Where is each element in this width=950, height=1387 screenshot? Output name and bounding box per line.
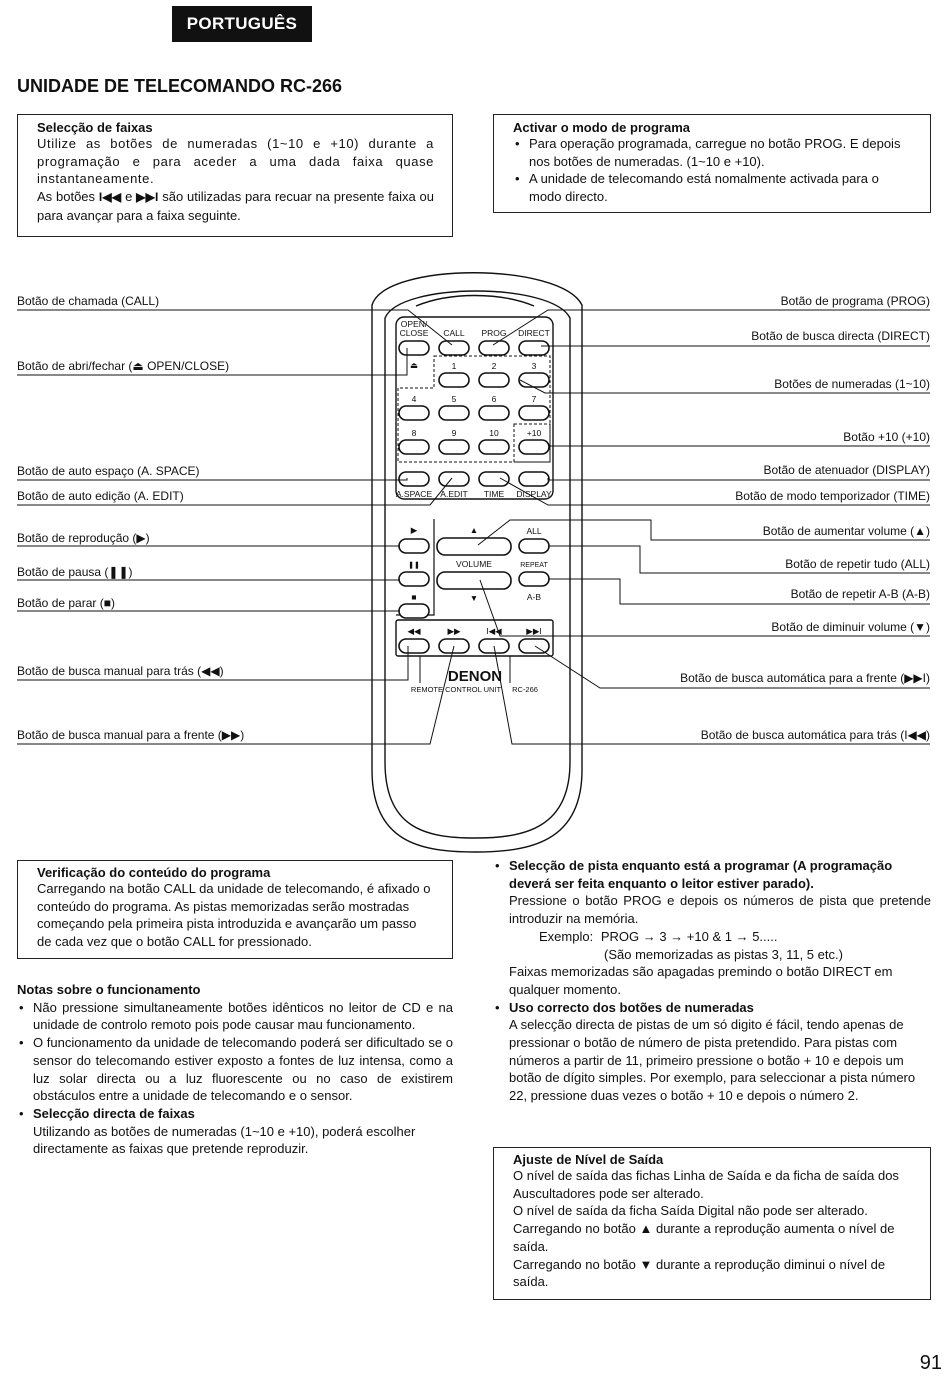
output-level-heading: Ajuste de Nível de Saída (513, 1152, 664, 1167)
program-mode-bullet: • Para operação programada, carregue no botão PROG. E depois nos botões de numeradas. (1~10 e +10). (513, 135, 912, 170)
open-label: OPEN/ (400, 319, 428, 329)
verify-program-heading: Verificação do conteúdo do programa (37, 865, 271, 880)
volume-label: VOLUME (456, 559, 492, 569)
callout-stop: Botão de parar (■) (17, 596, 115, 610)
callout-volume-down: Botão de diminuir volume (▼) (771, 620, 930, 634)
digit-3-button[interactable] (519, 373, 549, 387)
callout-direct: Botão de busca directa (DIRECT) (751, 329, 930, 343)
example-sequence: PROG → 3 → +10 & 1 → 5..... (600, 928, 778, 944)
prog-label: PROG (481, 328, 507, 338)
example-row (509, 928, 931, 946)
digit-5-label: 5 (451, 394, 457, 404)
program-mode-bullet: • A unidade de telecomando está nomalmente activada para o modo directo. (513, 170, 912, 205)
track-selection-text-2b: são utilizadas para recuar na presente faixa ou para avançar para a faixa seguinte. (37, 189, 434, 223)
callout-plus10: Botão +10 (+10) (843, 430, 930, 444)
time-label: TIME (483, 489, 505, 499)
callout-volume-up: Botão de aumentar volume (▲) (762, 524, 930, 538)
a-edit-label: A.EDIT (440, 489, 468, 499)
call-label: CALL (443, 328, 465, 338)
digit-2-button[interactable] (479, 373, 509, 387)
callout-play: Botão de reprodução (▶) (17, 531, 150, 545)
digit-4-label: 4 (411, 394, 417, 404)
digit-6-button[interactable] (479, 406, 509, 420)
notes-bullet: • O funcionamento da unidade de telecomando poderá ser dificultado se o sensor do telecomando estiver exposto a fontes de luz intensa, como a luz solar directa ou a luz fluorescente ou no caso de existirem obstáculos entre a unidade de telecomando e o sensor. (17, 1034, 453, 1105)
notes-heading: Notas sobre o funcionamento (17, 982, 201, 997)
play-button[interactable] (399, 539, 429, 553)
brand-logo: DENON (447, 668, 503, 685)
callout-time: Botão de modo temporizador (TIME) (735, 489, 930, 503)
digit-7-button[interactable] (519, 406, 549, 420)
digit-9-button[interactable] (439, 440, 469, 454)
prog-button[interactable] (479, 341, 509, 355)
callout-ab: Botão de repetir A-B (A-B) (790, 587, 930, 601)
repeat-ab-button[interactable] (519, 572, 549, 586)
model-label: RC-266 (512, 685, 538, 694)
callout-prog: Botão de programa (PROG) (780, 294, 930, 308)
digit-usage-text: A selecção directa de pistas de um só digito é fácil, tendo apenas de pressionar o botão de número de pista pretendido. Para pistas com números a partir de 11, primeiro pressione o botão + 10 e depois um botão de dígito simples. Por exemplo, para seleccionar a pista número 22, pressione duas vezes o botão + 10 e depois o número 2. (509, 1017, 916, 1104)
digit-3-label: 3 (531, 361, 537, 371)
a-space-button[interactable] (399, 472, 429, 486)
a-space-label: A.SPACE (395, 489, 433, 499)
callout-pause: Botão de pausa (❚❚) (17, 565, 133, 579)
callout-call: Botão de chamada (CALL) (17, 294, 160, 308)
rewind-button[interactable] (399, 639, 429, 653)
eject-icon: ⏏ (409, 360, 419, 370)
skip-forward-button[interactable] (519, 639, 549, 653)
digit-2-label: 2 (491, 361, 497, 371)
language-tab: PORTUGUÊS (172, 6, 312, 42)
verify-program-text: Carregando na botão CALL da unidade de telecomando, é afixado o conteúdo do programa. As pistas memorizadas serão mostradas começando pela primeira pista introduzida e avançarão um passo de cada vez que o botão CALL for pressionado. (37, 881, 431, 950)
digit-usage-heading: • Uso correcto dos botões de numeradas (509, 999, 754, 1015)
stop-icon: ■ (411, 592, 417, 602)
program-selection-item (493, 857, 931, 999)
close-label: CLOSE (399, 328, 429, 338)
plus10-button[interactable] (519, 440, 549, 454)
repeat-label: REPEAT (520, 562, 548, 569)
pause-button[interactable] (399, 572, 429, 586)
page-title: UNIDADE DE TELECOMANDO RC-266 (17, 76, 343, 96)
play-icon: ▶ (410, 525, 418, 535)
digit-5-button[interactable] (439, 406, 469, 420)
digit-6-label: 6 (491, 394, 497, 404)
callout-skip-back: Botão de busca automática para trás (I◀◀) (700, 728, 930, 742)
output-level-text: O nível de saída da ficha Saída Digital não pode ser alterado. (513, 1203, 868, 1219)
digit-4-button[interactable] (399, 406, 429, 420)
skip-back-icon: I◀◀ (98, 190, 122, 205)
track-selection-heading: Selecção de faixas (37, 120, 153, 135)
page-number: 91 (919, 1352, 942, 1374)
example-label: Exemplo: (539, 928, 594, 944)
output-level-text: Carregando no botão ▼ durante a reprodução diminui o nível de saída. (513, 1256, 886, 1290)
all-button[interactable] (519, 539, 549, 553)
direct-button[interactable] (519, 341, 549, 355)
digit-1-label: 1 (451, 361, 457, 371)
ab-label: A-B (526, 592, 542, 602)
output-level-text: O nível de saída das fichas Linha de Saída e da ficha de saída dos Auscultadores pode ser alterado. (513, 1168, 899, 1201)
program-selection-heading: • Selecção de pista enquanto está a programar (A programação deverá ser feita enquanto o leitor estiver parado). (509, 858, 893, 891)
stop-button[interactable] (399, 604, 429, 618)
display-button[interactable] (519, 472, 549, 486)
direct-selection-heading: • Selecção directa de faixas (33, 1105, 195, 1121)
digit-7-label: 7 (531, 394, 537, 404)
callout-skip-forward: Botão de busca automática para a frente (▶▶I) (680, 671, 930, 685)
notes-section (17, 981, 453, 1158)
callout-all: Botão de repetir tudo (ALL) (785, 557, 930, 571)
all-label: ALL (526, 526, 542, 536)
volume-up-icon: ▲ (469, 525, 479, 535)
volume-down-icon: ▼ (469, 593, 479, 603)
digit-8-label: 8 (411, 428, 417, 438)
remote-window (416, 296, 534, 307)
digit-9-label: 9 (451, 428, 457, 438)
open-close-button[interactable] (399, 341, 429, 355)
fast-forward-icon: ▶▶ (447, 626, 461, 636)
pause-icon: ❚❚ (408, 562, 420, 569)
notes-bullet: • Não pressione simultaneamente botões idênticos no leitor de CD e na unidade de controlo remoto pois pode causar mau funcionamento. (17, 999, 453, 1034)
callout-digits: Botões de numeradas (1~10) (774, 377, 930, 391)
notes-bullet (17, 1105, 453, 1158)
digit-10-label: 10 (489, 428, 499, 438)
a-edit-button[interactable] (439, 472, 469, 486)
callout-display: Botão de atenuador (DISPLAY) (763, 463, 930, 477)
verify-program-box (17, 860, 453, 959)
skip-forward-icon: ▶▶I (136, 190, 159, 205)
track-selection-text-2a: As botões (37, 189, 96, 205)
program-selection-text: Pressione o botão PROG e depois os números de pista que pretende introduzir na memória. (509, 893, 931, 927)
skip-forward-icon: ▶▶I (526, 626, 542, 636)
skip-back-icon: I◀◀ (486, 626, 502, 636)
time-button[interactable] (479, 472, 509, 486)
direct-selection-text: Utilizando as botões de numeradas (1~10 e +10), poderá escolher directamente as faixas que pretende reproduzir. (33, 1123, 416, 1157)
digit-usage-item (493, 999, 931, 1105)
callout-rewind: Botão de busca manual para trás (◀◀) (17, 664, 224, 678)
direct-label: DIRECT (518, 328, 550, 338)
program-clear-text: Faixas memorizadas são apagadas premindo o botão DIRECT em qualquer momento. (509, 964, 893, 997)
plus10-label: +10 (526, 428, 542, 438)
rewind-icon: ◀◀ (407, 626, 421, 636)
call-button[interactable] (439, 341, 469, 355)
output-level-text: Carregando no botão ▲ durante a reprodução aumenta o nível de saída. (513, 1221, 895, 1254)
remote-unit-label: REMOTE CONTROL UNIT (410, 685, 502, 694)
volume-up-button[interactable] (437, 538, 511, 555)
track-selection-text: Utilize as botões de numeradas (1~10 e +10) durante a programação e para aceder a uma dada faixa quase instantaneamente. (37, 136, 434, 187)
right-column (493, 857, 931, 1105)
track-selection-and: e (125, 189, 133, 205)
callout-fast-forward: Botão de busca manual para a frente (▶▶) (17, 728, 245, 742)
output-level-box (493, 1147, 931, 1300)
digit-1-button[interactable] (439, 373, 469, 387)
callout-a-edit: Botão de auto edição (A. EDIT) (17, 489, 184, 503)
callout-open-close: Botão de abri/fechar (⏏ OPEN/CLOSE) (17, 359, 230, 373)
volume-down-button[interactable] (437, 572, 511, 589)
digit-8-button[interactable] (399, 440, 429, 454)
example-note: (São memorizadas as pistas 3, 11, 5 etc.) (604, 946, 843, 962)
display-label: DISPLAY (516, 489, 552, 499)
program-mode-heading: Activar o modo de programa (513, 120, 690, 135)
callout-a-space: Botão de auto espaço (A. SPACE) (17, 464, 200, 478)
digit-10-button[interactable] (479, 440, 509, 454)
